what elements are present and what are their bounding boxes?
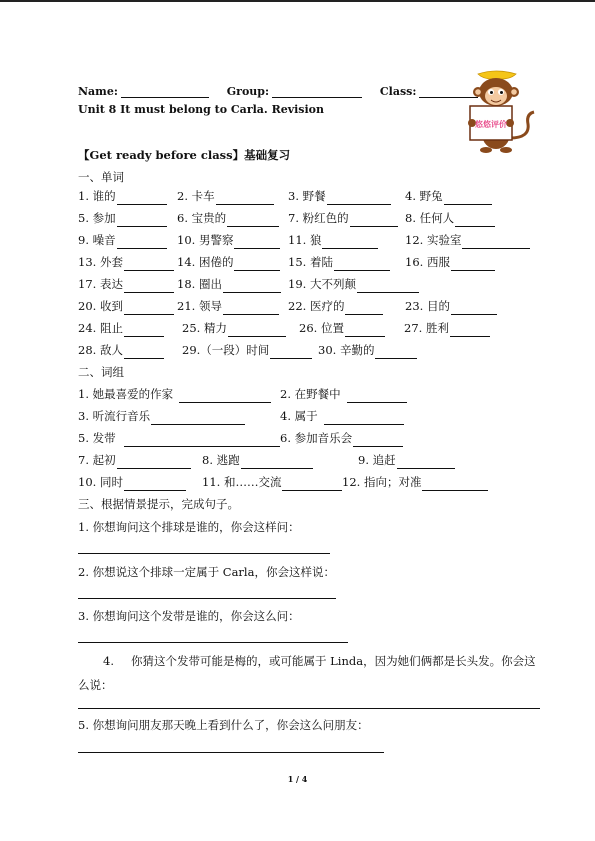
phrase-answer-blank[interactable]	[179, 389, 271, 403]
vocab-item: 20. 收到	[78, 297, 174, 315]
phrase-item: 10. 同时	[78, 473, 186, 491]
phrase-item: 12. 指向；对准	[342, 473, 488, 491]
question-1-text: 1. 你想询问这个排球是谁的，你会这样问：	[78, 520, 300, 534]
page-number: 1 / 4	[287, 774, 308, 784]
vocab-item: 10. 男警察	[177, 231, 280, 249]
vocab-answer-blank[interactable]	[216, 191, 274, 205]
name-field[interactable]	[121, 85, 209, 98]
part1-title: 一、单词	[78, 170, 124, 184]
vocab-answer-blank[interactable]	[357, 279, 419, 293]
question-4-number: 4.	[103, 654, 114, 668]
section-heading: 【Get ready before class】基础复习	[78, 148, 291, 162]
phrase-item: 7. 起初	[78, 451, 191, 469]
vocab-item: 17. 表达	[78, 275, 174, 293]
question-4-text: 你猜这个发带可能是梅的，或可能属于 Linda，因为她们俩都是长头发。你会这么说：	[78, 654, 536, 692]
vocab-item: 21. 领导	[177, 297, 279, 315]
question-5-text: 5. 你想询问朋友那天晚上看到什么了，你会这么问朋友：	[78, 718, 369, 732]
monkey-sign-icon	[458, 68, 538, 154]
vocab-answer-blank[interactable]	[124, 345, 164, 359]
vocab-item: 9. 噪音	[78, 231, 167, 249]
phrase-answer-blank[interactable]	[347, 389, 407, 403]
phrase-answer-blank[interactable]	[124, 433, 280, 447]
group-label: Group:	[226, 85, 270, 98]
phrase-answer-blank[interactable]	[124, 477, 186, 491]
vocab-answer-blank[interactable]	[270, 345, 312, 359]
phrase-item: 3. 听流行音乐	[78, 407, 245, 425]
vocab-item: 5. 参加	[78, 209, 167, 227]
vocab-row-3	[78, 231, 548, 249]
vocab-answer-blank[interactable]	[223, 279, 281, 293]
vocab-item: 12. 实验室	[405, 231, 530, 249]
vocab-item: 24. 阻止	[78, 319, 164, 337]
vocab-answer-blank[interactable]	[124, 301, 174, 315]
vocab-item: 15. 着陆	[288, 253, 390, 271]
vocab-answer-blank[interactable]	[124, 279, 174, 293]
vocab-row-7	[78, 319, 548, 337]
vocab-row-4	[78, 253, 548, 271]
vocab-row-1	[78, 187, 548, 205]
vocab-answer-blank[interactable]	[455, 213, 495, 227]
vocab-item: 1. 谁的	[78, 187, 167, 205]
question-1-answer-line[interactable]	[78, 553, 330, 554]
group-field[interactable]	[272, 85, 362, 98]
question-5-answer-line[interactable]	[78, 752, 384, 753]
phrase-answer-blank[interactable]	[353, 433, 403, 447]
vocab-answer-blank[interactable]	[450, 323, 490, 337]
vocab-row-8	[78, 341, 548, 359]
vocab-item: 3. 野餐	[288, 187, 391, 205]
vocab-item: 8. 任何人	[405, 209, 495, 227]
vocab-item: 16. 西服	[405, 253, 495, 271]
vocab-item: 18. 圈出	[177, 275, 281, 293]
phrase-row-5	[78, 473, 548, 491]
vocab-item: 27. 胜利	[404, 319, 490, 337]
vocab-answer-blank[interactable]	[334, 257, 390, 271]
vocab-answer-blank[interactable]	[117, 235, 167, 249]
part2-title: 二、词组	[78, 365, 124, 379]
phrase-answer-blank[interactable]	[397, 455, 455, 469]
phrase-item: 5. 发带	[78, 429, 280, 447]
vocab-item: 30. 辛勤的	[318, 341, 417, 359]
vocab-item: 26. 位置	[299, 319, 385, 337]
question-3-answer-line[interactable]	[78, 642, 348, 643]
phrase-row-4	[78, 451, 548, 469]
question-3-text: 3. 你想询问这个发带是谁的，你会这么问：	[78, 609, 300, 623]
vocab-answer-blank[interactable]	[327, 191, 391, 205]
phrase-row-2	[78, 407, 548, 425]
vocab-item: 23. 目的	[405, 297, 497, 315]
vocab-answer-blank[interactable]	[451, 257, 495, 271]
vocab-answer-blank[interactable]	[124, 257, 174, 271]
vocab-item: 29.（一段）时间	[182, 341, 312, 359]
vocab-item: 13. 外套	[78, 253, 174, 271]
class-label: Class:	[379, 85, 417, 98]
vocab-answer-blank[interactable]	[124, 323, 164, 337]
phrase-item: 11. 和……交流	[202, 473, 342, 491]
phrase-answer-blank[interactable]	[151, 411, 245, 425]
vocab-row-2	[78, 209, 548, 227]
phrase-item: 8. 逃跑	[202, 451, 313, 469]
phrase-row-3	[78, 429, 548, 447]
vocab-item: 7. 粉红色的	[288, 209, 398, 227]
name-label: Name:	[78, 85, 118, 98]
vocab-answer-blank[interactable]	[375, 345, 417, 359]
vocab-answer-blank[interactable]	[117, 213, 167, 227]
vocab-item: 4. 野兔	[405, 187, 492, 205]
vocab-answer-blank[interactable]	[227, 213, 279, 227]
mascot-sign-text: 悠悠评价	[475, 120, 507, 129]
phrase-answer-blank[interactable]	[324, 411, 404, 425]
vocab-answer-blank[interactable]	[228, 323, 286, 337]
vocab-item: 2. 卡车	[177, 187, 274, 205]
unit-title: Unit 8 It must belong to Carla. Revision	[78, 103, 324, 116]
vocab-answer-blank[interactable]	[117, 191, 167, 205]
phrase-answer-blank[interactable]	[282, 477, 342, 491]
question-2-text: 2. 你想说这个排球一定属于 Carla，你会这样说：	[78, 565, 335, 579]
top-border-rule	[0, 0, 595, 2]
student-info-row	[78, 80, 478, 98]
vocab-item: 6. 宝贵的	[177, 209, 279, 227]
phrase-item: 6. 参加音乐会	[280, 429, 403, 447]
vocab-item: 14. 困倦的	[177, 253, 280, 271]
vocab-item: 22. 医疗的	[288, 297, 383, 315]
vocab-answer-blank[interactable]	[345, 323, 385, 337]
phrase-item: 1. 她最喜爱的作家	[78, 385, 271, 403]
vocab-row-6	[78, 297, 548, 315]
phrase-answer-blank[interactable]	[422, 477, 488, 491]
vocab-answer-blank[interactable]	[223, 301, 279, 315]
vocab-answer-blank[interactable]	[234, 235, 280, 249]
vocab-item: 28. 敌人	[78, 341, 164, 359]
vocab-answer-blank[interactable]	[345, 301, 383, 315]
vocab-answer-blank[interactable]	[322, 235, 378, 249]
vocab-answer-blank[interactable]	[234, 257, 280, 271]
vocab-answer-blank[interactable]	[444, 191, 492, 205]
part3-title: 三、根据情景提示，完成句子。	[78, 497, 239, 511]
question-4-answer-line[interactable]	[78, 708, 540, 709]
vocab-row-5	[78, 275, 548, 293]
phrase-answer-blank[interactable]	[241, 455, 313, 469]
vocab-answer-blank[interactable]	[451, 301, 497, 315]
phrase-item: 2. 在野餐中	[280, 385, 407, 403]
question-4	[78, 649, 540, 697]
phrase-item: 9. 追赶	[358, 451, 455, 469]
vocab-item: 19. 大不列颠	[288, 275, 419, 293]
vocab-item: 11. 狼	[288, 231, 378, 249]
monkey-mascot-logo	[458, 68, 538, 154]
phrase-answer-blank[interactable]	[117, 455, 191, 469]
phrase-row-1	[78, 385, 548, 403]
vocab-answer-blank[interactable]	[462, 235, 530, 249]
phrase-item: 4. 属于	[280, 407, 404, 425]
question-2-answer-line[interactable]	[78, 598, 336, 599]
vocab-answer-blank[interactable]	[350, 213, 398, 227]
vocab-item: 25. 精力	[182, 319, 286, 337]
